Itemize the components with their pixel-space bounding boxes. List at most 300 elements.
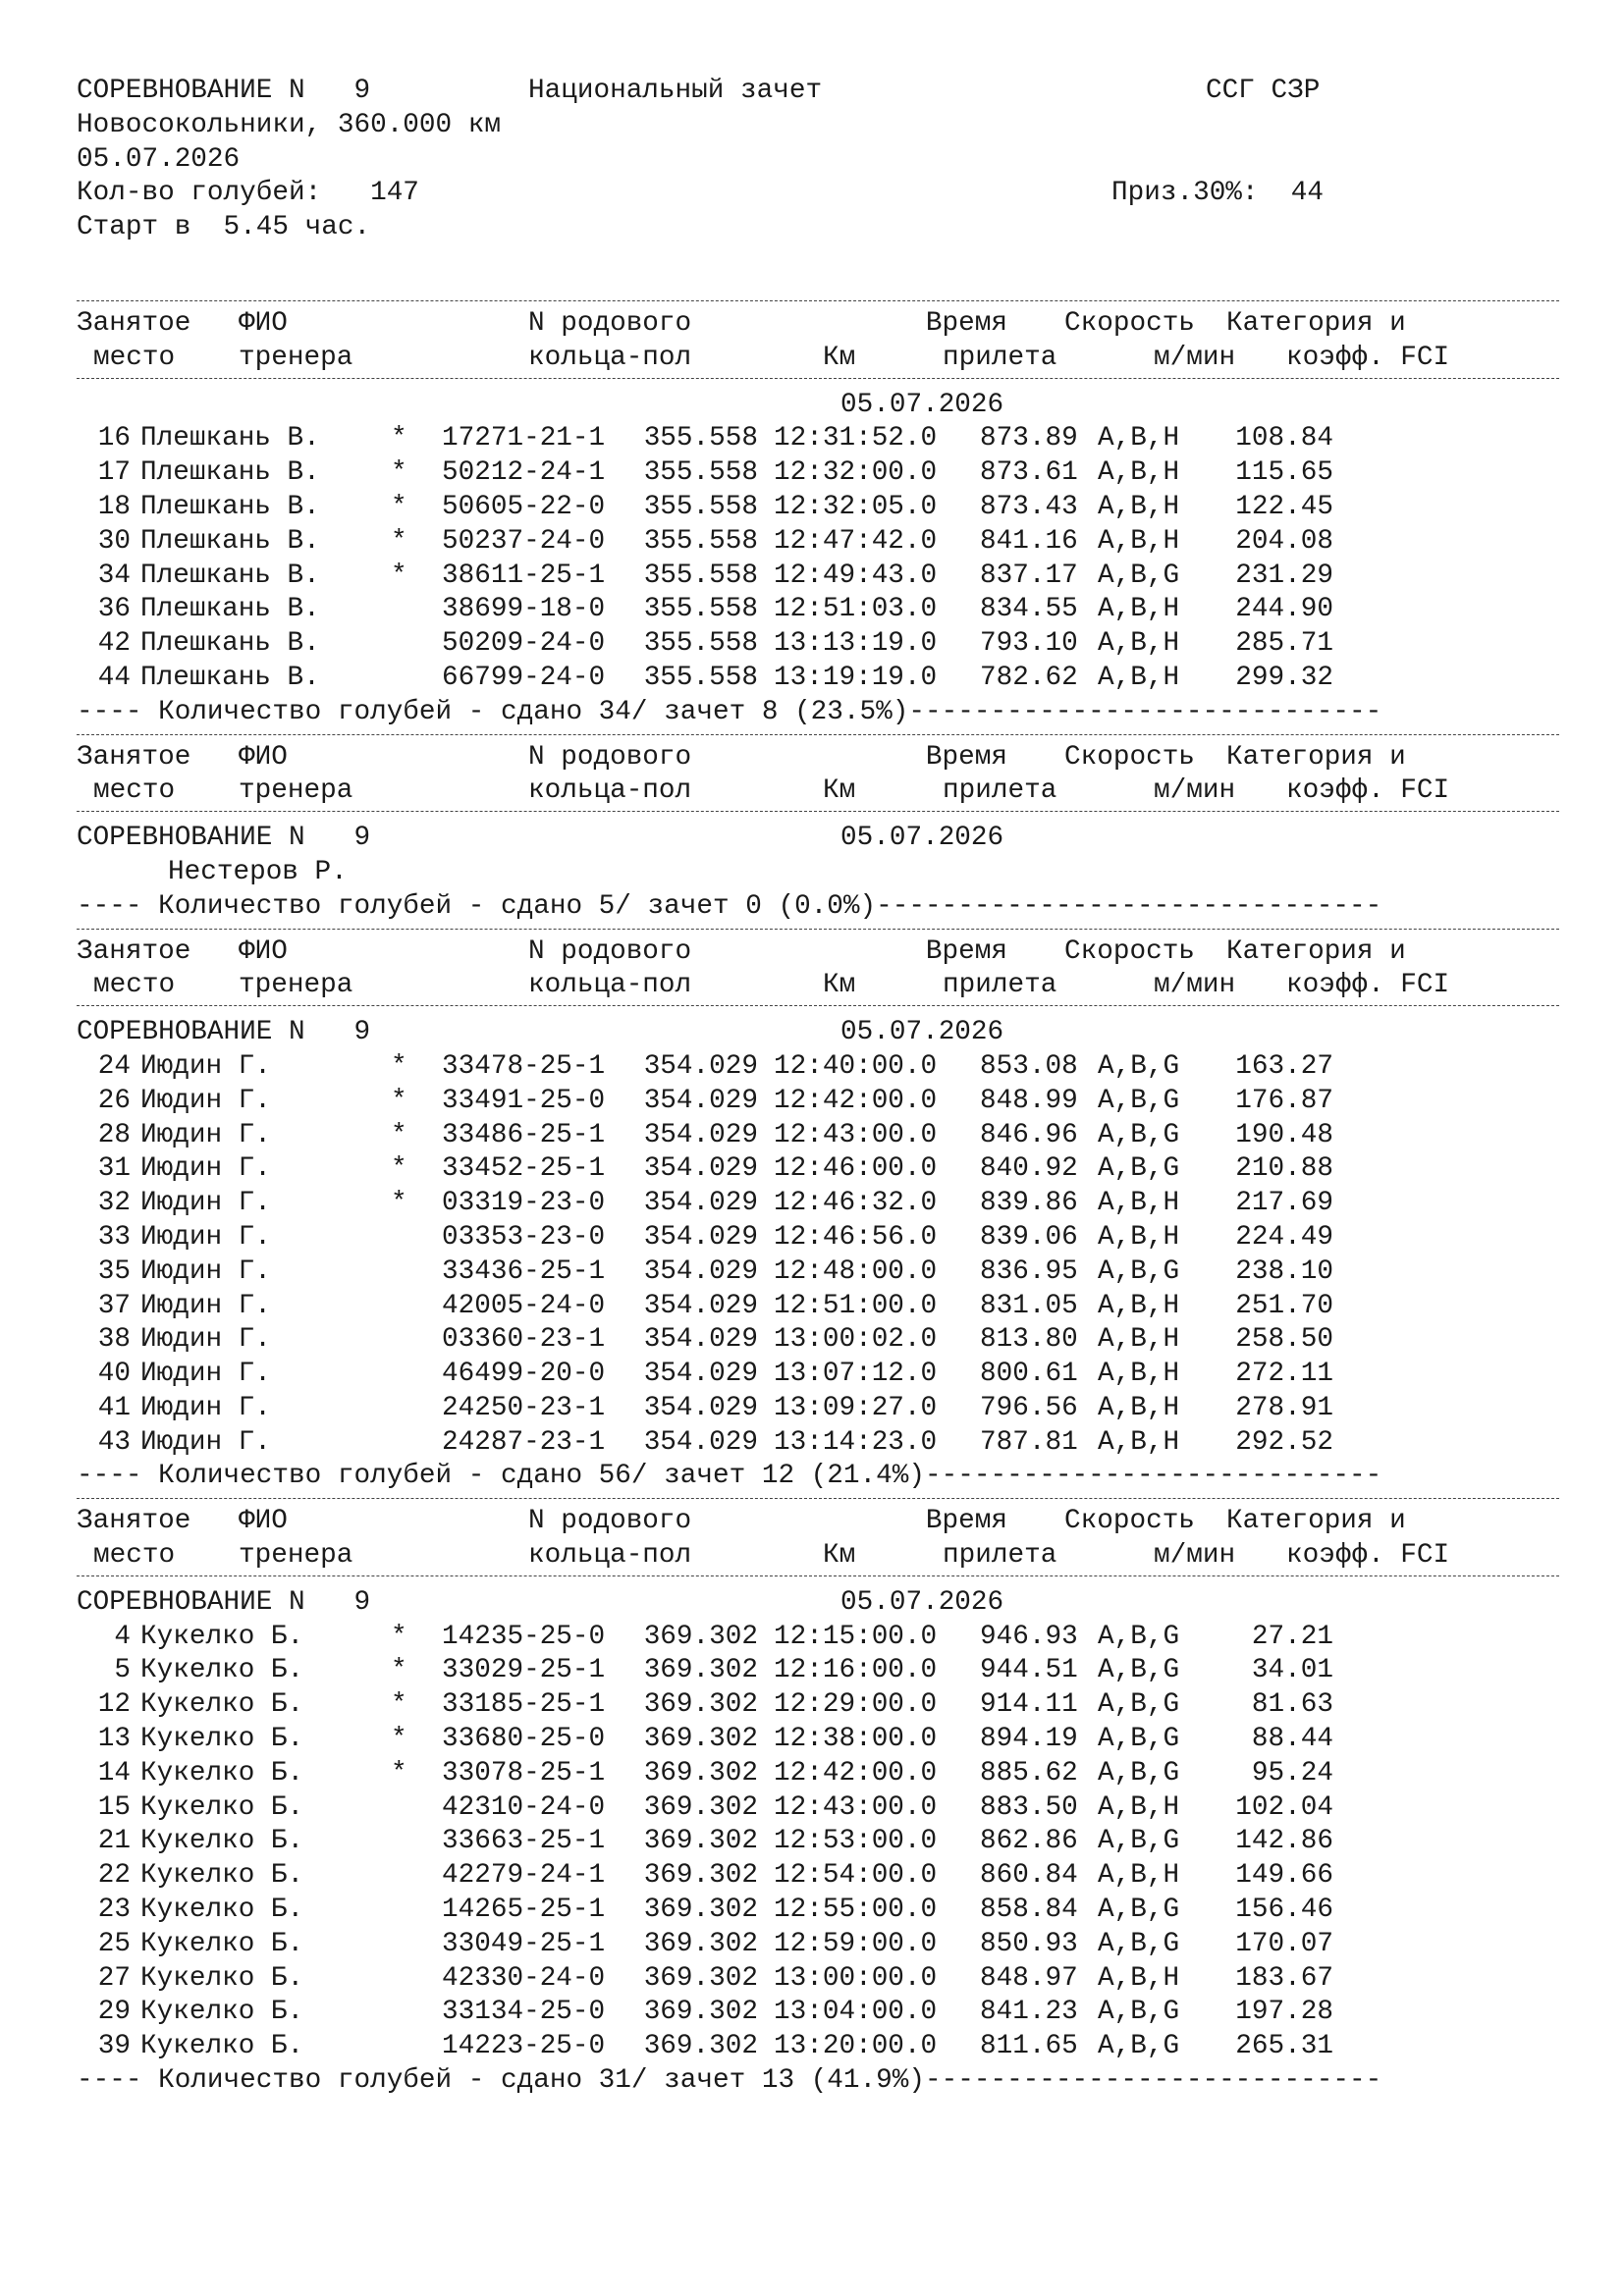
col-km: Км (823, 775, 856, 807)
header-line-4 (77, 177, 1559, 211)
competition-number: СОРЕВНОВАНИЕ N 9 (77, 76, 371, 106)
ring-cell: 17271-21-1 (442, 423, 606, 454)
km-cell: 354.029 (643, 1359, 758, 1390)
name-cell: Кукелко Б. (140, 1724, 304, 1755)
result-row (77, 1894, 1559, 1928)
time-cell: 12:40:00.0 (774, 1050, 938, 1082)
km-cell: 369.302 (643, 1689, 758, 1721)
col-place-2: место (93, 970, 176, 1001)
place-cell: 18 (97, 491, 131, 522)
time-cell: 12:46:00.0 (774, 1153, 938, 1185)
name-cell: Кукелко Б. (140, 1826, 304, 1857)
col-time: Время (925, 741, 1007, 773)
speed-cell: 793.10 (980, 628, 1078, 660)
place-cell: 34 (97, 560, 131, 591)
speed-cell: 841.16 (980, 525, 1078, 557)
place-cell: 38 (97, 1324, 131, 1356)
name-cell: Июдин Г. (140, 1324, 271, 1356)
name-cell: Июдин Г. (140, 1050, 271, 1082)
category-cell: A,B,H (1098, 1324, 1180, 1356)
col-speed-2: м/мин (1154, 775, 1236, 807)
ring-cell: 42310-24-0 (442, 1791, 606, 1823)
km-cell: 369.302 (643, 1826, 758, 1857)
results-document (77, 75, 1559, 2099)
name-cell: Плешкань В. (140, 662, 320, 693)
time-cell: 13:09:27.0 (774, 1392, 938, 1423)
speed-cell: 839.86 (980, 1188, 1078, 1219)
ring-cell: 33491-25-0 (442, 1085, 606, 1116)
ring-cell: 33478-25-1 (442, 1050, 606, 1082)
category-cell: A,B,H (1098, 1962, 1180, 1994)
col-fio: ФИО (239, 307, 288, 339)
coefficient-cell: 27.21 (1251, 1621, 1333, 1652)
divider (77, 1498, 1559, 1499)
time-cell: 12:42:00.0 (774, 1757, 938, 1789)
name-cell: Кукелко Б. (140, 1860, 304, 1892)
result-row (77, 422, 1559, 456)
km-cell: 354.029 (643, 1392, 758, 1423)
category-cell: A,B,H (1098, 457, 1180, 489)
divider (77, 1005, 1559, 1006)
result-row (77, 1392, 1559, 1426)
name-cell: Плешкань В. (140, 525, 320, 557)
place-cell: 26 (97, 1085, 131, 1116)
time-cell: 12:48:00.0 (774, 1255, 938, 1287)
speed-cell: 813.80 (980, 1324, 1078, 1356)
time-cell: 13:13:19.0 (774, 628, 938, 660)
ring-cell: 42330-24-0 (442, 1962, 606, 1994)
section-title (77, 1016, 1559, 1050)
category-cell: A,B,H (1098, 423, 1180, 454)
category-cell: A,B,H (1098, 1188, 1180, 1219)
section-summary: ---- Количество голубей - сдано 5/ зачет 0 (0.0%)------------------------------- (77, 890, 1382, 922)
section-title (77, 389, 1559, 423)
km-cell: 354.029 (643, 1188, 758, 1219)
col-speed: Скорость (1064, 935, 1195, 967)
col-place-2: место (93, 775, 176, 807)
km-cell: 355.558 (643, 662, 758, 693)
category-cell: A,B,G (1098, 1255, 1180, 1287)
name-cell: Кукелко Б. (140, 1791, 304, 1823)
time-cell: 13:20:00.0 (774, 2031, 938, 2062)
time-cell: 12:32:00.0 (774, 457, 938, 489)
coefficient-cell: 285.71 (1235, 628, 1333, 660)
ring-cell: 33185-25-1 (442, 1689, 606, 1721)
result-row (77, 525, 1559, 560)
time-cell: 12:32:05.0 (774, 491, 938, 522)
place-cell: 39 (97, 2031, 131, 2062)
speed-cell: 862.86 (980, 1826, 1078, 1857)
col-fio-2: тренера (239, 342, 353, 373)
col-time: Время (925, 307, 1007, 339)
sections (77, 300, 1559, 2099)
col-place: Занятое (77, 1506, 191, 1537)
km-cell: 354.029 (643, 1290, 758, 1321)
km-cell: 369.302 (643, 1621, 758, 1652)
place-cell: 15 (97, 1791, 131, 1823)
coefficient-cell: 122.45 (1235, 491, 1333, 522)
race-date: 05.07.2026 (77, 143, 241, 175)
result-row (77, 1358, 1559, 1392)
star-cell: * (391, 1153, 407, 1185)
col-speed: Скорость (1064, 307, 1195, 339)
section-summary: ---- Количество голубей - сдано 31/ зачет 13 (41.9%)---------------------------- (77, 2065, 1382, 2097)
divider (77, 734, 1559, 735)
category-cell: A,B,H (1098, 1791, 1180, 1823)
result-row (77, 1221, 1559, 1255)
result-row (77, 593, 1559, 627)
time-cell: 12:51:00.0 (774, 1290, 938, 1321)
coefficient-cell: 81.63 (1251, 1689, 1333, 1721)
speed-cell: 914.11 (980, 1689, 1078, 1721)
section-date: 05.07.2026 (840, 389, 1004, 420)
col-fio: ФИО (239, 935, 288, 967)
coefficient-cell: 102.04 (1235, 1791, 1333, 1823)
place-cell: 4 (114, 1621, 131, 1652)
divider (77, 300, 1559, 301)
place-cell: 29 (97, 1997, 131, 2028)
section-date: 05.07.2026 (840, 1017, 1004, 1048)
km-cell: 355.558 (643, 423, 758, 454)
speed-cell: 873.43 (980, 491, 1078, 522)
coefficient-cell: 88.44 (1251, 1724, 1333, 1755)
star-cell: * (391, 1085, 407, 1116)
col-cat: Категория и (1226, 1506, 1406, 1537)
ring-cell: 33486-25-1 (442, 1119, 606, 1150)
category-cell: A,B,G (1098, 1757, 1180, 1789)
star-cell: * (391, 1757, 407, 1789)
coefficient-cell: 272.11 (1235, 1359, 1333, 1390)
category-cell: A,B,G (1098, 1826, 1180, 1857)
col-fio: ФИО (239, 741, 288, 773)
speed-cell: 848.97 (980, 1962, 1078, 1994)
time-cell: 12:59:00.0 (774, 1928, 938, 1959)
speed-cell: 946.93 (980, 1621, 1078, 1652)
place-cell: 37 (97, 1290, 131, 1321)
name-cell: Июдин Г. (140, 1085, 271, 1116)
speed-cell: 858.84 (980, 1895, 1078, 1926)
coefficient-cell: 108.84 (1235, 423, 1333, 454)
category-cell: A,B,G (1098, 1153, 1180, 1185)
star-cell: * (391, 525, 407, 557)
ring-cell: 46499-20-0 (442, 1359, 606, 1390)
coefficient-cell: 170.07 (1235, 1928, 1333, 1959)
col-fio: ФИО (239, 1506, 288, 1537)
result-row (77, 1654, 1559, 1688)
speed-cell: 853.08 (980, 1050, 1078, 1082)
name-cell: Июдин Г. (140, 1221, 271, 1253)
time-cell: 13:04:00.0 (774, 1997, 938, 2028)
km-cell: 354.029 (643, 1119, 758, 1150)
col-km: Км (823, 342, 856, 373)
speed-cell: 860.84 (980, 1860, 1078, 1892)
col-cat-2: коэфф. FCI (1286, 1540, 1450, 1572)
result-row (77, 1723, 1559, 1757)
ring-cell: 50237-24-0 (442, 525, 606, 557)
km-cell: 354.029 (643, 1324, 758, 1356)
ring-cell: 50605-22-0 (442, 491, 606, 522)
speed-cell: 836.95 (980, 1255, 1078, 1287)
speed-cell: 782.62 (980, 662, 1078, 693)
col-cat: Категория и (1226, 935, 1406, 967)
name-cell: Кукелко Б. (140, 1655, 304, 1686)
result-row (77, 1426, 1559, 1461)
result-row (77, 662, 1559, 696)
coefficient-cell: 224.49 (1235, 1221, 1333, 1253)
col-ring-2: кольца-пол (528, 342, 692, 373)
col-speed: Скорость (1064, 741, 1195, 773)
col-ring-2: кольца-пол (528, 1540, 692, 1572)
km-cell: 354.029 (643, 1085, 758, 1116)
coefficient-cell: 210.88 (1235, 1153, 1333, 1185)
coefficient-cell: 251.70 (1235, 1290, 1333, 1321)
category-cell: A,B,H (1098, 1359, 1180, 1390)
star-cell: * (391, 560, 407, 591)
km-cell: 355.558 (643, 525, 758, 557)
result-row (77, 1791, 1559, 1826)
result-row (77, 1621, 1559, 1655)
star-cell: * (391, 1621, 407, 1652)
km-cell: 369.302 (643, 1791, 758, 1823)
name-cell: Июдин Г. (140, 1119, 271, 1150)
category-cell: A,B,H (1098, 594, 1180, 625)
place-cell: 21 (97, 1826, 131, 1857)
place-cell: 24 (97, 1050, 131, 1082)
result-row (77, 1085, 1559, 1119)
col-ring: N родового (528, 1506, 692, 1537)
coefficient-cell: 299.32 (1235, 662, 1333, 693)
column-header-line-2 (77, 774, 1559, 809)
result-row (77, 1119, 1559, 1153)
ring-cell: 14265-25-1 (442, 1895, 606, 1926)
km-cell: 355.558 (643, 457, 758, 489)
speed-cell: 883.50 (980, 1791, 1078, 1823)
column-header-line-2 (77, 969, 1559, 1003)
category-cell: A,B,H (1098, 662, 1180, 693)
category-cell: A,B,H (1098, 491, 1180, 522)
km-cell: 354.029 (643, 1221, 758, 1253)
column-header-line-1 (77, 307, 1559, 342)
speed-cell: 834.55 (980, 594, 1078, 625)
result-row (77, 1187, 1559, 1221)
ring-cell: 33680-25-0 (442, 1724, 606, 1755)
col-time-2: прилета (943, 970, 1057, 1001)
result-row (77, 1290, 1559, 1324)
category-cell: A,B,G (1098, 1724, 1180, 1755)
time-cell: 12:43:00.0 (774, 1119, 938, 1150)
name-cell: Июдин Г. (140, 1392, 271, 1423)
section-competition: СОРЕВНОВАНИЕ N 9 (77, 1017, 371, 1048)
coefficient-cell: 231.29 (1235, 560, 1333, 591)
coefficient-cell: 176.87 (1235, 1085, 1333, 1116)
time-cell: 12:51:03.0 (774, 594, 938, 625)
time-cell: 12:54:00.0 (774, 1860, 938, 1892)
star-cell: * (391, 423, 407, 454)
category-cell: A,B,H (1098, 1290, 1180, 1321)
coefficient-cell: 197.28 (1235, 1997, 1333, 2028)
col-cat-2: коэфф. FCI (1286, 970, 1450, 1001)
result-row (77, 627, 1559, 662)
coefficient-cell: 244.90 (1235, 594, 1333, 625)
section-competition: СОРЕВНОВАНИЕ N 9 (77, 823, 371, 854)
coefficient-cell: 265.31 (1235, 2031, 1333, 2062)
place-cell: 5 (114, 1655, 131, 1686)
col-cat: Категория и (1226, 741, 1406, 773)
category-cell: A,B,H (1098, 628, 1180, 660)
speed-cell: 787.81 (980, 1426, 1078, 1458)
ring-cell: 33078-25-1 (442, 1757, 606, 1789)
section-competition: СОРЕВНОВАНИЕ N 9 (77, 1586, 371, 1618)
time-cell: 12:46:56.0 (774, 1221, 938, 1253)
category-cell: A,B,G (1098, 1085, 1180, 1116)
star-cell: * (391, 1050, 407, 1082)
pigeon-count: Кол-во голубей: 147 (77, 178, 419, 209)
ring-cell: 38699-18-0 (442, 594, 606, 625)
speed-cell: 841.23 (980, 1997, 1078, 2028)
name-cell: Плешкань В. (140, 594, 320, 625)
column-header-line-2 (77, 1539, 1559, 1574)
km-cell: 369.302 (643, 1962, 758, 1994)
place-cell: 36 (97, 594, 131, 625)
result-section (77, 734, 1559, 925)
time-cell: 13:19:19.0 (774, 662, 938, 693)
col-ring-2: кольца-пол (528, 970, 692, 1001)
result-row (77, 2030, 1559, 2064)
km-cell: 369.302 (643, 1928, 758, 1959)
col-cat-2: коэфф. FCI (1286, 342, 1450, 373)
time-cell: 13:00:02.0 (774, 1324, 938, 1356)
col-cat: Категория и (1226, 307, 1406, 339)
km-cell: 369.302 (643, 1997, 758, 2028)
section-title (77, 1586, 1559, 1621)
fancier-name: Нестеров Р. (168, 856, 348, 887)
category-cell: A,B,H (1098, 1392, 1180, 1423)
time-cell: 12:15:00.0 (774, 1621, 938, 1652)
ring-cell: 14223-25-0 (442, 2031, 606, 2062)
col-time: Время (925, 935, 1007, 967)
star-cell: * (391, 1724, 407, 1755)
result-row (77, 1825, 1559, 1859)
report-header (77, 75, 1559, 245)
km-cell: 354.029 (643, 1426, 758, 1458)
name-cell: Июдин Г. (140, 1290, 271, 1321)
col-km: Км (823, 970, 856, 1001)
time-cell: 12:43:00.0 (774, 1791, 938, 1823)
speed-cell: 944.51 (980, 1655, 1078, 1686)
speed-cell: 796.56 (980, 1392, 1078, 1423)
category-cell: A,B,G (1098, 1050, 1180, 1082)
time-cell: 13:07:12.0 (774, 1359, 938, 1390)
category-cell: A,B,G (1098, 1928, 1180, 1959)
star-cell: * (391, 1689, 407, 1721)
ring-cell: 03360-23-1 (442, 1324, 606, 1356)
name-cell: Плешкань В. (140, 628, 320, 660)
time-cell: 12:38:00.0 (774, 1724, 938, 1755)
speed-cell: 800.61 (980, 1359, 1078, 1390)
coefficient-cell: 204.08 (1235, 525, 1333, 557)
result-row (77, 1152, 1559, 1187)
name-cell: Июдин Г. (140, 1188, 271, 1219)
col-place-2: место (93, 1540, 176, 1572)
speed-cell: 837.17 (980, 560, 1078, 591)
place-cell: 40 (97, 1359, 131, 1390)
coefficient-cell: 278.91 (1235, 1392, 1333, 1423)
col-ring-2: кольца-пол (528, 775, 692, 807)
column-header-line-1 (77, 935, 1559, 970)
time-cell: 12:46:32.0 (774, 1188, 938, 1219)
name-cell: Плешкань В. (140, 457, 320, 489)
ring-cell: 14235-25-0 (442, 1621, 606, 1652)
coefficient-cell: 149.66 (1235, 1860, 1333, 1892)
result-row (77, 1962, 1559, 1997)
place-cell: 31 (97, 1153, 131, 1185)
column-header-line-1 (77, 741, 1559, 775)
ring-cell: 03319-23-0 (442, 1188, 606, 1219)
result-section (77, 300, 1559, 730)
result-row (77, 1050, 1559, 1085)
section-title (77, 822, 1559, 856)
speed-cell: 885.62 (980, 1757, 1078, 1789)
place-cell: 41 (97, 1392, 131, 1423)
ring-cell: 33436-25-1 (442, 1255, 606, 1287)
result-row (77, 560, 1559, 594)
category-cell: A,B,H (1098, 1860, 1180, 1892)
header-line-1 (77, 75, 1559, 109)
ring-cell: 33049-25-1 (442, 1928, 606, 1959)
place-cell: 14 (97, 1757, 131, 1789)
offset-type: Национальный зачет (528, 76, 823, 106)
coefficient-cell: 95.24 (1251, 1757, 1333, 1789)
col-place: Занятое (77, 935, 191, 967)
time-cell: 12:47:42.0 (774, 525, 938, 557)
result-row (77, 456, 1559, 491)
place-cell: 25 (97, 1928, 131, 1959)
km-cell: 369.302 (643, 1757, 758, 1789)
category-cell: A,B,G (1098, 1119, 1180, 1150)
col-ring: N родового (528, 307, 692, 339)
star-cell: * (391, 457, 407, 489)
section-date: 05.07.2026 (840, 823, 1004, 854)
col-time-2: прилета (943, 1540, 1057, 1572)
speed-cell: 846.96 (980, 1119, 1078, 1150)
result-section (77, 929, 1559, 1495)
speed-cell: 811.65 (980, 2031, 1078, 2062)
speed-cell: 839.06 (980, 1221, 1078, 1253)
star-cell: * (391, 1655, 407, 1686)
col-ring: N родового (528, 935, 692, 967)
section-date: 05.07.2026 (840, 1586, 1004, 1618)
time-cell: 13:14:23.0 (774, 1426, 938, 1458)
category-cell: A,B,H (1098, 1426, 1180, 1458)
place-cell: 16 (97, 423, 131, 454)
name-cell: Кукелко Б. (140, 2031, 304, 2062)
result-row (77, 1996, 1559, 2030)
speed-cell: 850.93 (980, 1928, 1078, 1959)
divider (77, 378, 1559, 379)
organization: ССГ СЗР (1206, 76, 1321, 106)
speed-cell: 894.19 (980, 1724, 1078, 1755)
divider (77, 1575, 1559, 1576)
speed-cell: 848.99 (980, 1085, 1078, 1116)
ring-cell: 24250-23-1 (442, 1392, 606, 1423)
name-cell: Кукелко Б. (140, 1757, 304, 1789)
col-cat-2: коэфф. FCI (1286, 775, 1450, 807)
place-cell: 35 (97, 1255, 131, 1287)
km-cell: 355.558 (643, 628, 758, 660)
coefficient-cell: 258.50 (1235, 1324, 1333, 1356)
km-cell: 369.302 (643, 1895, 758, 1926)
ring-cell: 50209-24-0 (442, 628, 606, 660)
